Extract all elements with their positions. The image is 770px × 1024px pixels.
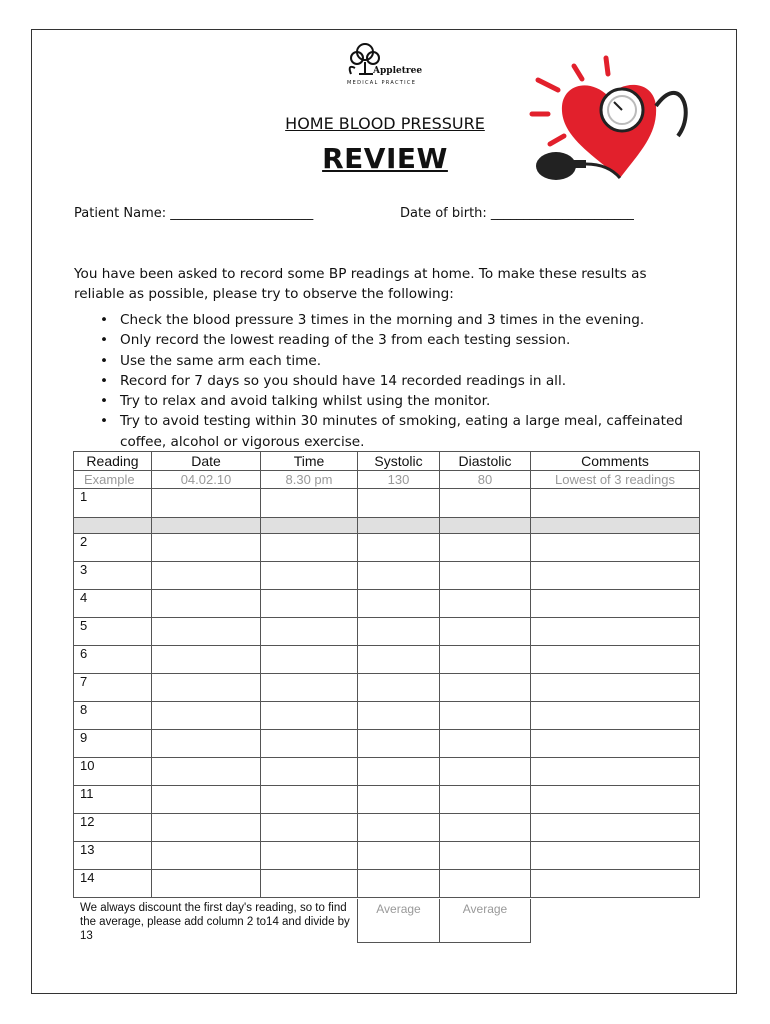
form-title: REVIEW xyxy=(322,142,448,175)
column-header: Diastolic xyxy=(440,452,531,471)
entry-cell[interactable] xyxy=(531,618,700,646)
separator-cell xyxy=(440,518,531,534)
entry-cell[interactable] xyxy=(440,534,531,562)
entry-cell[interactable] xyxy=(358,674,440,702)
column-header: Time xyxy=(261,452,358,471)
reading-number: 10 xyxy=(74,758,152,786)
instructions-list xyxy=(100,310,700,452)
entry-cell[interactable] xyxy=(440,702,531,730)
entry-cell[interactable] xyxy=(358,730,440,758)
table-row xyxy=(74,758,700,786)
entry-cell[interactable] xyxy=(531,730,700,758)
entry-cell[interactable] xyxy=(531,870,700,898)
reading-number: 7 xyxy=(74,674,152,702)
form-subtitle: HOME BLOOD PRESSURE xyxy=(285,114,485,133)
entry-cell[interactable] xyxy=(261,730,358,758)
entry-cell[interactable] xyxy=(152,730,261,758)
entry-cell[interactable] xyxy=(440,674,531,702)
table-row xyxy=(74,618,700,646)
intro-text: You have been asked to record some BP readings at home. To make these results as reliable as possible, please try to observe the following: xyxy=(74,266,647,302)
reading-number: 8 xyxy=(74,702,152,730)
reading-number: 3 xyxy=(74,562,152,590)
instruction-item: • Use the same arm each time. xyxy=(100,351,700,371)
entry-cell[interactable] xyxy=(440,758,531,786)
table-row xyxy=(74,534,700,562)
entry-cell[interactable] xyxy=(358,702,440,730)
average-diastolic-box[interactable]: Average xyxy=(439,899,531,943)
reading-number: 1 xyxy=(74,489,152,518)
entry-cell[interactable] xyxy=(261,758,358,786)
patient-name-field[interactable]: Patient Name: ______________________ xyxy=(74,206,314,221)
entry-cell[interactable] xyxy=(531,562,700,590)
entry-cell[interactable] xyxy=(531,786,700,814)
practice-name: Appletree xyxy=(373,66,423,76)
entry-cell[interactable] xyxy=(152,842,261,870)
reading-number: 11 xyxy=(74,786,152,814)
table-cell: 04.02.10 xyxy=(152,471,261,489)
bp-readings-table xyxy=(73,451,700,898)
reading-number: 5 xyxy=(74,618,152,646)
entry-cell[interactable] xyxy=(531,702,700,730)
entry-cell[interactable] xyxy=(152,786,261,814)
entry-cell[interactable] xyxy=(440,562,531,590)
table-cell: 8.30 pm xyxy=(261,471,358,489)
reading-number: 9 xyxy=(74,730,152,758)
entry-cell[interactable] xyxy=(152,489,261,518)
entry-cell[interactable] xyxy=(531,842,700,870)
table-row xyxy=(74,842,700,870)
instruction-item: • Only record the lowest reading of the 3 from each testing session. xyxy=(100,330,700,350)
entry-cell[interactable] xyxy=(358,786,440,814)
column-header: Comments xyxy=(531,452,700,471)
table-row xyxy=(74,730,700,758)
entry-cell[interactable] xyxy=(261,618,358,646)
separator-row xyxy=(74,518,700,534)
entry-cell[interactable] xyxy=(440,489,531,518)
entry-cell[interactable] xyxy=(358,618,440,646)
average-systolic-box[interactable]: Average xyxy=(357,899,440,943)
separator-cell xyxy=(74,518,152,534)
reading-number: 14 xyxy=(74,870,152,898)
entry-cell[interactable] xyxy=(261,562,358,590)
table-row xyxy=(74,814,700,842)
entry-cell[interactable] xyxy=(152,590,261,618)
table-row xyxy=(74,590,700,618)
separator-cell xyxy=(261,518,358,534)
entry-cell[interactable] xyxy=(261,590,358,618)
entry-cell[interactable] xyxy=(261,489,358,518)
separator-cell xyxy=(358,518,440,534)
entry-cell[interactable] xyxy=(261,674,358,702)
entry-cell[interactable] xyxy=(440,870,531,898)
entry-cell[interactable] xyxy=(152,674,261,702)
entry-cell[interactable] xyxy=(152,814,261,842)
entry-cell[interactable] xyxy=(440,814,531,842)
column-header: Systolic xyxy=(358,452,440,471)
entry-cell[interactable] xyxy=(531,674,700,702)
entry-cell[interactable] xyxy=(152,758,261,786)
separator-cell xyxy=(152,518,261,534)
column-header: Reading xyxy=(74,452,152,471)
entry-cell[interactable] xyxy=(440,618,531,646)
reading-number: 6 xyxy=(74,646,152,674)
entry-cell[interactable] xyxy=(440,786,531,814)
instruction-item: • Check the blood pressure 3 times in the morning and 3 times in the evening. xyxy=(100,310,700,330)
entry-cell[interactable] xyxy=(152,702,261,730)
date-of-birth-field[interactable]: Date of birth: ______________________ xyxy=(400,206,634,221)
table-row xyxy=(74,562,700,590)
entry-cell[interactable] xyxy=(531,814,700,842)
entry-cell[interactable] xyxy=(531,489,700,518)
entry-cell[interactable] xyxy=(358,758,440,786)
table-row xyxy=(74,786,700,814)
average-note: We always discount the first day's reading, so to find the average, please add column 2 to14 and divide by 13 xyxy=(80,902,350,942)
entry-cell[interactable] xyxy=(358,489,440,518)
table-row xyxy=(74,489,700,518)
reading-number: 4 xyxy=(74,590,152,618)
instruction-item: • Try to relax and avoid talking whilst using the monitor. xyxy=(100,391,700,411)
entry-cell[interactable] xyxy=(440,842,531,870)
entry-cell[interactable] xyxy=(358,814,440,842)
table-cell: 130 xyxy=(358,471,440,489)
entry-cell[interactable] xyxy=(152,870,261,898)
table-row xyxy=(74,702,700,730)
entry-cell[interactable] xyxy=(358,842,440,870)
entry-cell[interactable] xyxy=(531,590,700,618)
entry-cell[interactable] xyxy=(261,870,358,898)
entry-cell[interactable] xyxy=(261,842,358,870)
entry-cell[interactable] xyxy=(358,562,440,590)
entry-cell[interactable] xyxy=(358,646,440,674)
reading-number: 12 xyxy=(74,814,152,842)
entry-cell[interactable] xyxy=(152,562,261,590)
separator-cell xyxy=(531,518,700,534)
reading-number: 2 xyxy=(74,534,152,562)
entry-cell[interactable] xyxy=(531,646,700,674)
entry-cell[interactable] xyxy=(358,590,440,618)
entry-cell[interactable] xyxy=(261,814,358,842)
table-cell: Lowest of 3 readings xyxy=(531,471,700,489)
instruction-item: • Record for 7 days so you should have 14 recorded readings in all. xyxy=(100,371,700,391)
instruction-item: • Try to avoid testing within 30 minutes of smoking, eating a large meal, caffeinated coffee, alcohol or vigorous exercise. xyxy=(100,411,700,452)
entry-cell[interactable] xyxy=(531,758,700,786)
table-row xyxy=(74,646,700,674)
reading-number: 13 xyxy=(74,842,152,870)
entry-cell[interactable] xyxy=(261,534,358,562)
entry-cell[interactable] xyxy=(261,702,358,730)
table-row xyxy=(74,674,700,702)
entry-cell[interactable] xyxy=(358,870,440,898)
entry-cell[interactable] xyxy=(358,534,440,562)
table-cell: Example xyxy=(74,471,152,489)
column-header: Date xyxy=(152,452,261,471)
table-row xyxy=(74,870,700,898)
entry-cell[interactable] xyxy=(440,730,531,758)
entry-cell[interactable] xyxy=(531,534,700,562)
entry-cell[interactable] xyxy=(152,618,261,646)
entry-cell[interactable] xyxy=(152,534,261,562)
entry-cell[interactable] xyxy=(261,646,358,674)
entry-cell[interactable] xyxy=(440,590,531,618)
entry-cell[interactable] xyxy=(440,646,531,674)
example-row xyxy=(74,471,700,489)
entry-cell[interactable] xyxy=(261,786,358,814)
table-cell: 80 xyxy=(440,471,531,489)
practice-subtitle: MEDICAL PRACTICE xyxy=(347,80,417,86)
entry-cell[interactable] xyxy=(152,646,261,674)
